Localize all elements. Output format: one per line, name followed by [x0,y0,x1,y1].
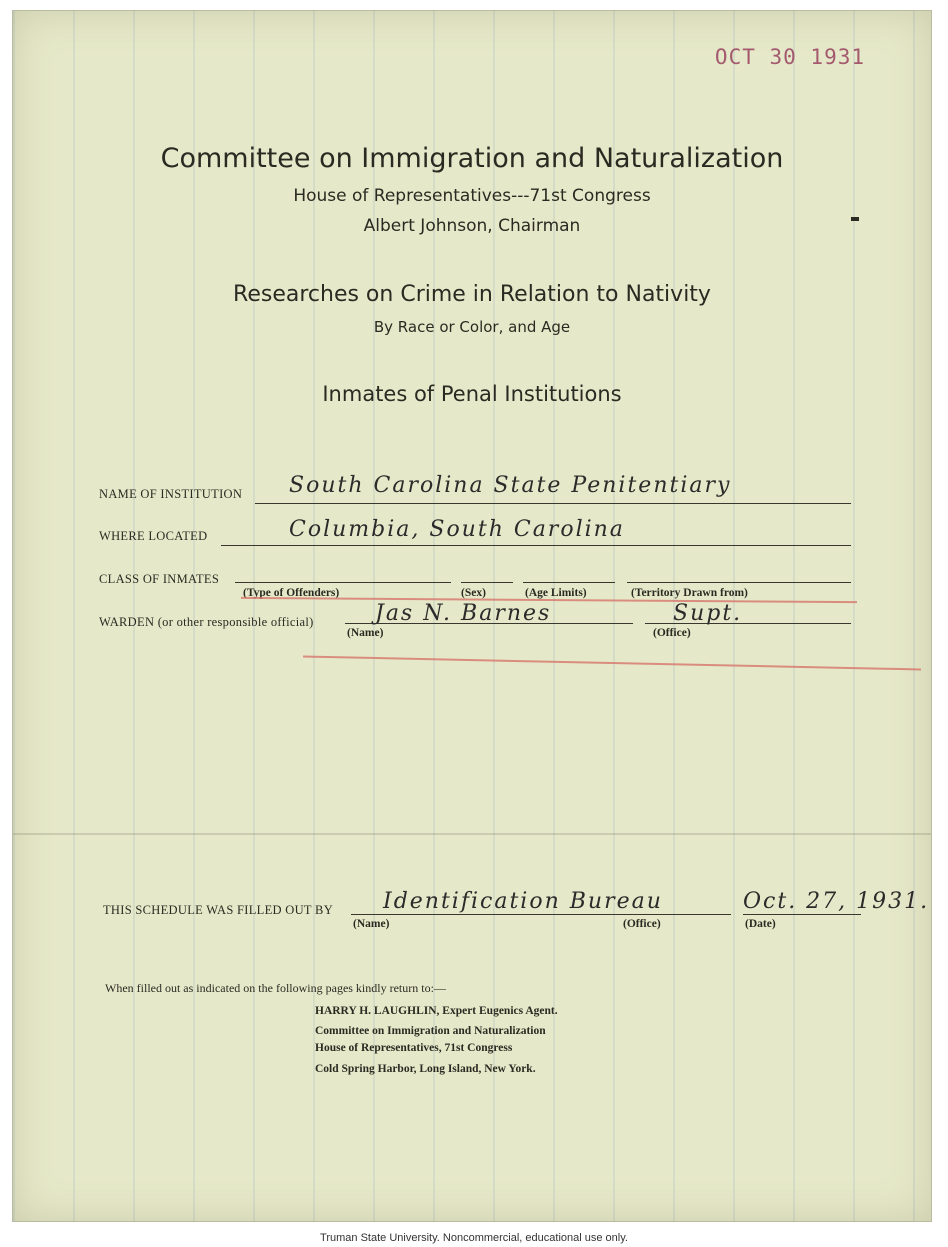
institution-label: NAME OF INSTITUTION [99,487,243,501]
fold-crease [13,833,931,835]
age-limits-caption: (Age Limits) [525,587,587,599]
document-title: Committee on Immigration and Naturalization [160,143,784,174]
filled-by-office-caption: (Office) [623,918,661,930]
usage-footer: Truman State University. Noncommercial, educational use only. [320,1232,628,1244]
sex-line [461,582,513,583]
return-addressee: HARRY H. LAUGHLIN, Expert Eugenics Agent. [315,1005,558,1017]
filled-by-date-value: Oct. 27, 1931. [743,889,930,914]
filled-by-date-line [743,914,861,915]
filled-by-label: THIS SCHEDULE WAS FILLED OUT BY [103,903,334,917]
research-title: Researches on Crime in Relation to Nativity [233,282,711,307]
return-committee: Committee on Immigration and Naturalization [315,1025,546,1037]
red-pencil-line-2 [303,656,921,671]
warden-name-caption: (Name) [347,627,384,639]
filled-by-date-caption: (Date) [745,918,776,930]
filled-by-name-value: Identification Bureau [383,889,663,914]
filled-by-name-line [351,914,731,915]
warden-office-caption: (Office) [653,627,691,639]
research-subtitle: By Race or Color, and Age [373,318,571,336]
date-received-stamp: OCT 30 1931 [714,45,865,69]
institution-line [255,503,851,504]
location-line [221,545,851,546]
offender-type-line [235,582,451,583]
warden-office-value: Supt. [673,601,743,626]
return-house: House of Representatives, 71st Congress [315,1042,513,1054]
age-limits-line [523,582,615,583]
location-label: WHERE LOCATED [99,529,208,543]
return-intro: When filled out as indicated on the following pages kindly return to:— [105,981,446,995]
sex-caption: (Sex) [461,587,486,599]
congress-line: House of Representatives---71st Congress [293,186,651,206]
location-value: Columbia, South Carolina [289,517,625,542]
document-page [12,10,932,1222]
chairman-line: Albert Johnson, Chairman [363,216,581,236]
offender-type-caption: (Type of Offenders) [243,587,340,599]
class-label: CLASS OF INMATES [99,572,220,586]
warden-name-value: Jas N. Barnes [375,601,552,626]
territory-caption: (Territory Drawn from) [631,587,748,599]
institution-value: South Carolina State Penitentiary [289,473,732,498]
pen-mark [851,217,859,221]
filled-by-name-caption: (Name) [353,918,390,930]
warden-label: WARDEN (or other responsible official) [99,615,314,629]
return-location: Cold Spring Harbor, Long Island, New York. [315,1063,536,1075]
territory-line [627,582,851,583]
section-heading: Inmates of Penal Institutions [322,382,622,406]
